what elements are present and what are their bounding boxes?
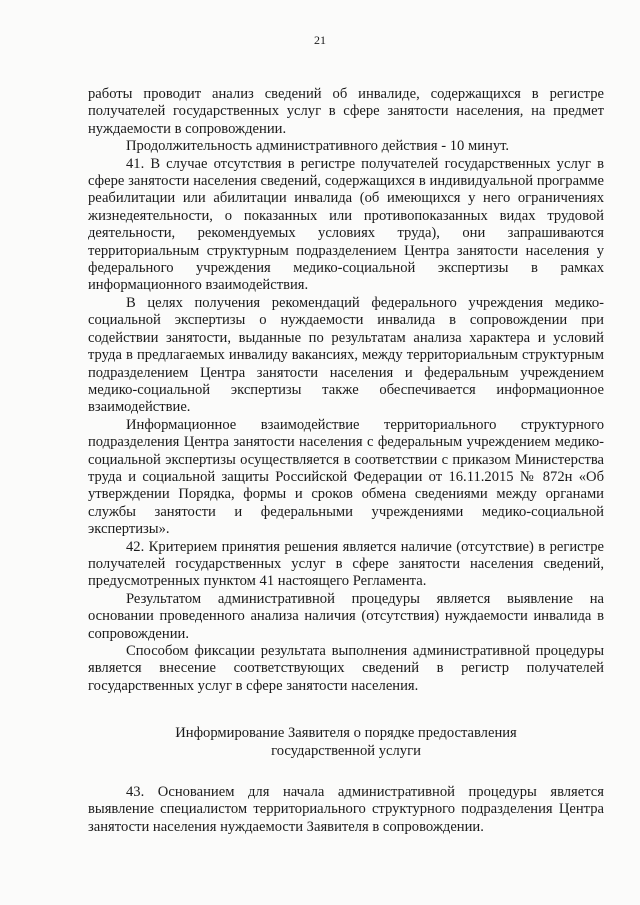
- document-body: [88, 86, 604, 836]
- page-number: 21: [314, 33, 326, 47]
- paragraph-duration: Продолжительность административного действия - 10 минут.: [126, 138, 510, 155]
- paragraph-recommendations: В целях получения рекомендаций федерального учреждения медико-социальной экспертизы о нуждаемости инвалида в сопровождении при содействии занятости, выданные по результатам анализа характера и условий труда в предлагаемых инвалиду вакансиях, между территориальным структурным подразделением Центра занятости населения и федеральным учреждением медико-социальной экспертизы также обеспечивается информационное взаимодействие.: [88, 294, 604, 416]
- paragraph-continuation: работы проводит анализ сведений об инвалиде, содержащихся в регистре получателей государственных услуг в сфере занятости населения, на предмет нуждаемости в сопровождении.: [88, 86, 604, 137]
- paragraph-result: Результатом административной процедуры является выявление на основании проведенного анализа наличия (отсутствия) нуждаемости инвалида в сопровождении.: [88, 590, 604, 642]
- section-heading-line-1: Информирование Заявителя о порядке предоставления: [175, 725, 517, 742]
- paragraph-43: 43. Основанием для начала административной процедуры является выявление специалистом территориального структурного подразделения Центра занятости населения нуждаемости Заявителя в сопровождении.: [88, 784, 604, 835]
- paragraph-42: 42. Критерием принятия решения является наличие (отсутствие) в регистре получателей государственных услуг в сфере занятости населения сведений, предусмотренных пунктом 41 настоящего Регламента.: [88, 538, 604, 590]
- paragraph-information-exchange: Информационное взаимодействие территориального структурного подразделения Центра занятости населения с федеральным учреждением медико-социальной экспертизы осуществляется в соответствии с приказом Министерства труда и социальной защиты Российской Федерации от 16.11.2015 № 872н «Об утверждении Порядка, формы и сроков обмена сведениями между органами службы занятости и федеральными учреждениями медико-социальной экспертизы».: [88, 416, 604, 538]
- paragraph-fixation: Способом фиксации результата выполнения административной процедуры является внесение соответствующих сведений в регистр получателей государственных услуг в сфере занятости населения.: [88, 643, 604, 694]
- section-heading-line-2: государственной услуги: [271, 742, 421, 759]
- paragraph-41: 41. В случае отсутствия в регистре получателей государственных услуг в сфере занятости населения сведений, содержащихся в индивидуальной программе реабилитации или абилитации инвалида (об имеющихся у него ограничениях жизнедеятельности, о показанных или противопоказанных видах трудовой деятельности, рекомендуемых условиях труда), они запрашиваются территориальным структурным подразделением Центра занятости населения у федерального учреждения медико-социальной экспертизы в рамках информационного взаимодействия.: [88, 155, 604, 294]
- section-heading: [88, 725, 604, 760]
